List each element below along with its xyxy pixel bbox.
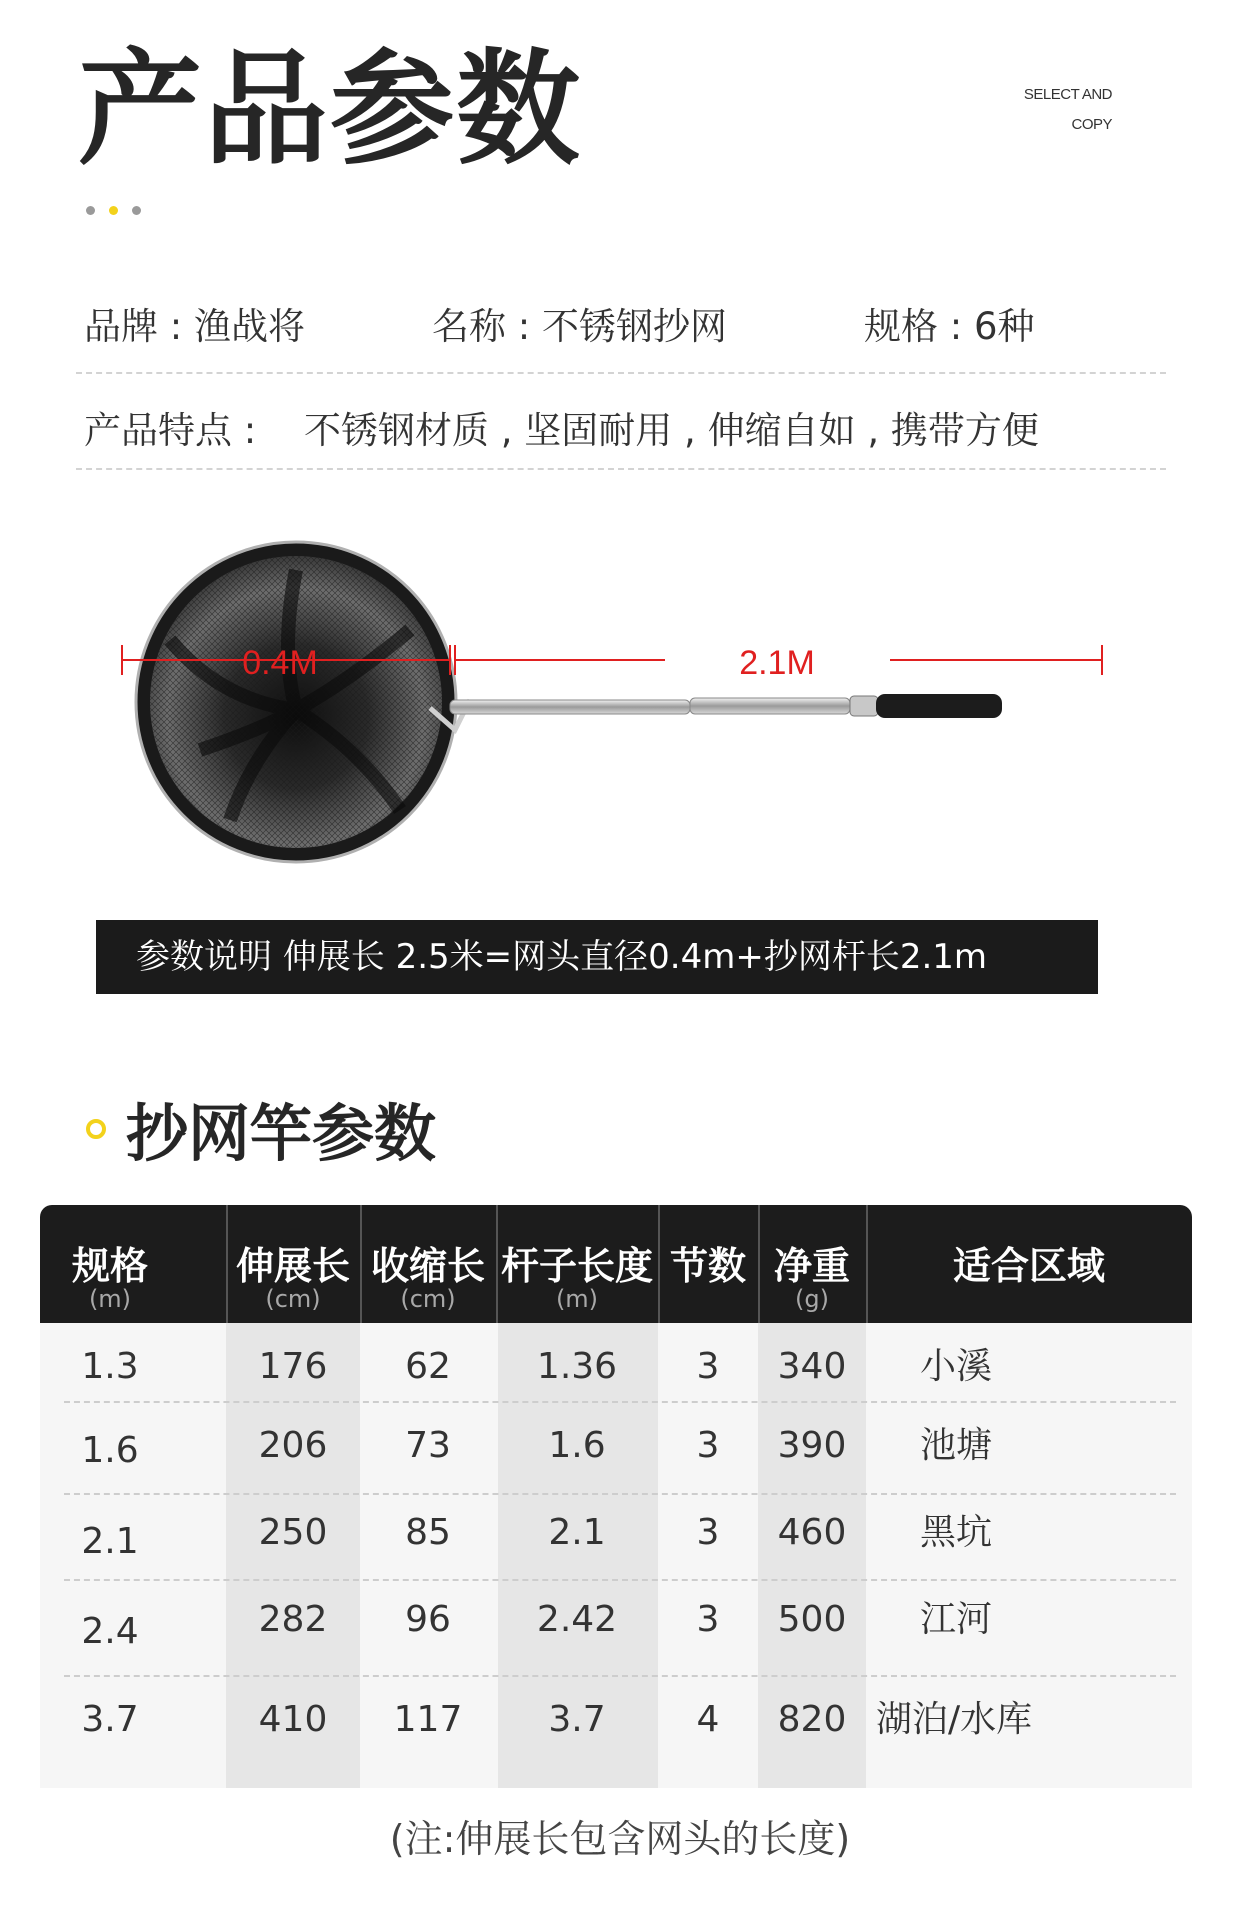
table-cell: 340 xyxy=(777,1346,847,1387)
table-cell: 176 xyxy=(258,1346,328,1387)
header-unit: (g) xyxy=(795,1285,829,1313)
header-unit: (m) xyxy=(88,1285,132,1313)
section-title: 抄网竿参数 xyxy=(126,1097,437,1170)
header-label: 适合区域 xyxy=(952,1244,1105,1288)
table-cell: 湖泊/水库 xyxy=(876,1699,1033,1740)
table-cell: 1.36 xyxy=(536,1346,618,1387)
dot-icon xyxy=(109,206,118,215)
table-cell: 2.42 xyxy=(536,1599,618,1640)
dot-icon xyxy=(132,206,141,215)
table-cell: 390 xyxy=(777,1425,847,1466)
column-header xyxy=(226,1205,360,1323)
corner-line-2: COPY xyxy=(1071,116,1112,133)
header-label: 杆子长度 xyxy=(500,1244,653,1288)
pole-length-label: 2.1M xyxy=(739,644,815,682)
features-text: 不锈钢材质 , 坚固耐用 , 伸缩自如 , 携带方便 xyxy=(304,409,1039,452)
table-cell: 410 xyxy=(258,1699,328,1740)
row-divider xyxy=(64,1401,1176,1403)
table-cell: 3 xyxy=(696,1425,720,1466)
dot-icon xyxy=(86,206,95,215)
table-cell: 2.1 xyxy=(548,1512,606,1553)
product-name-text: 名称 : 不锈钢抄网 xyxy=(432,305,727,348)
row-divider xyxy=(64,1675,1176,1677)
header-label: 伸展长 xyxy=(235,1244,350,1288)
column-header xyxy=(496,1205,658,1323)
section-heading xyxy=(86,1084,436,1173)
decorative-dots xyxy=(86,206,141,215)
header-unit: (m) xyxy=(555,1285,599,1313)
divider xyxy=(76,468,1166,470)
table-cell: 2.4 xyxy=(81,1611,139,1652)
brand-text: 品牌 : 渔战将 xyxy=(84,305,305,348)
table-cell: 62 xyxy=(405,1346,451,1387)
ring-bullet-icon xyxy=(86,1119,106,1139)
table-cell: 江河 xyxy=(919,1599,992,1640)
table-cell: 3 xyxy=(696,1512,720,1553)
head-diameter-label: 0.4M xyxy=(242,644,318,682)
header-label: 净重 xyxy=(773,1244,850,1288)
table-cell: 1.3 xyxy=(81,1346,139,1387)
table-cell: 3.7 xyxy=(81,1699,139,1740)
table-cell: 黑坑 xyxy=(919,1512,992,1553)
column-header xyxy=(866,1205,1192,1323)
table-cell: 117 xyxy=(393,1699,463,1740)
table-cell: 820 xyxy=(777,1699,847,1740)
spec-table xyxy=(40,1205,1192,1788)
landing-net-diagram xyxy=(110,530,1120,890)
table-cell: 282 xyxy=(258,1599,328,1640)
row-divider xyxy=(64,1493,1176,1495)
corner-line-1: SELECT AND xyxy=(1023,86,1112,103)
table-cell: 250 xyxy=(258,1512,328,1553)
row-divider xyxy=(64,1579,1176,1581)
table-cell: 85 xyxy=(405,1512,451,1553)
features-label: 产品特点 : xyxy=(84,409,257,452)
header-unit: (cm) xyxy=(265,1285,321,1313)
table-cell: 3.7 xyxy=(548,1699,606,1740)
table-cell: 96 xyxy=(405,1599,451,1640)
table-cell: 3 xyxy=(696,1346,720,1387)
divider xyxy=(76,372,1166,374)
table-cell: 小溪 xyxy=(919,1346,992,1387)
table-cell: 1.6 xyxy=(548,1425,606,1466)
table-cell: 池塘 xyxy=(919,1425,992,1466)
table-cell: 2.1 xyxy=(81,1521,139,1562)
column-header xyxy=(758,1205,866,1323)
table-cell: 73 xyxy=(405,1425,451,1466)
table-cell: 460 xyxy=(777,1512,847,1553)
table-cell: 1.6 xyxy=(81,1430,139,1471)
spec-count-text: 规格 : 6种 xyxy=(864,305,1035,348)
table-cell: 500 xyxy=(777,1599,847,1640)
footnote: (注:伸展长包含网头的长度) xyxy=(389,1817,851,1861)
table-cell: 3 xyxy=(696,1599,720,1640)
corner-caption xyxy=(1024,80,1112,140)
header-label: 规格 xyxy=(71,1244,148,1288)
table-cell: 206 xyxy=(258,1425,328,1466)
net-head-icon xyxy=(136,542,470,862)
header-unit: (cm) xyxy=(400,1285,456,1313)
pole-icon xyxy=(450,694,1002,718)
column-header xyxy=(658,1205,758,1323)
column-header xyxy=(360,1205,496,1323)
table-cell: 4 xyxy=(696,1699,720,1740)
column-header xyxy=(40,1205,180,1323)
header-label: 收缩长 xyxy=(370,1244,485,1288)
header-label: 节数 xyxy=(669,1244,746,1288)
parameter-explanation-bar: 参数说明 伸展长 2.5米=网头直径0.4m+抄网杆长2.1m xyxy=(96,920,1098,994)
page-title: 产品参数 xyxy=(78,38,583,182)
